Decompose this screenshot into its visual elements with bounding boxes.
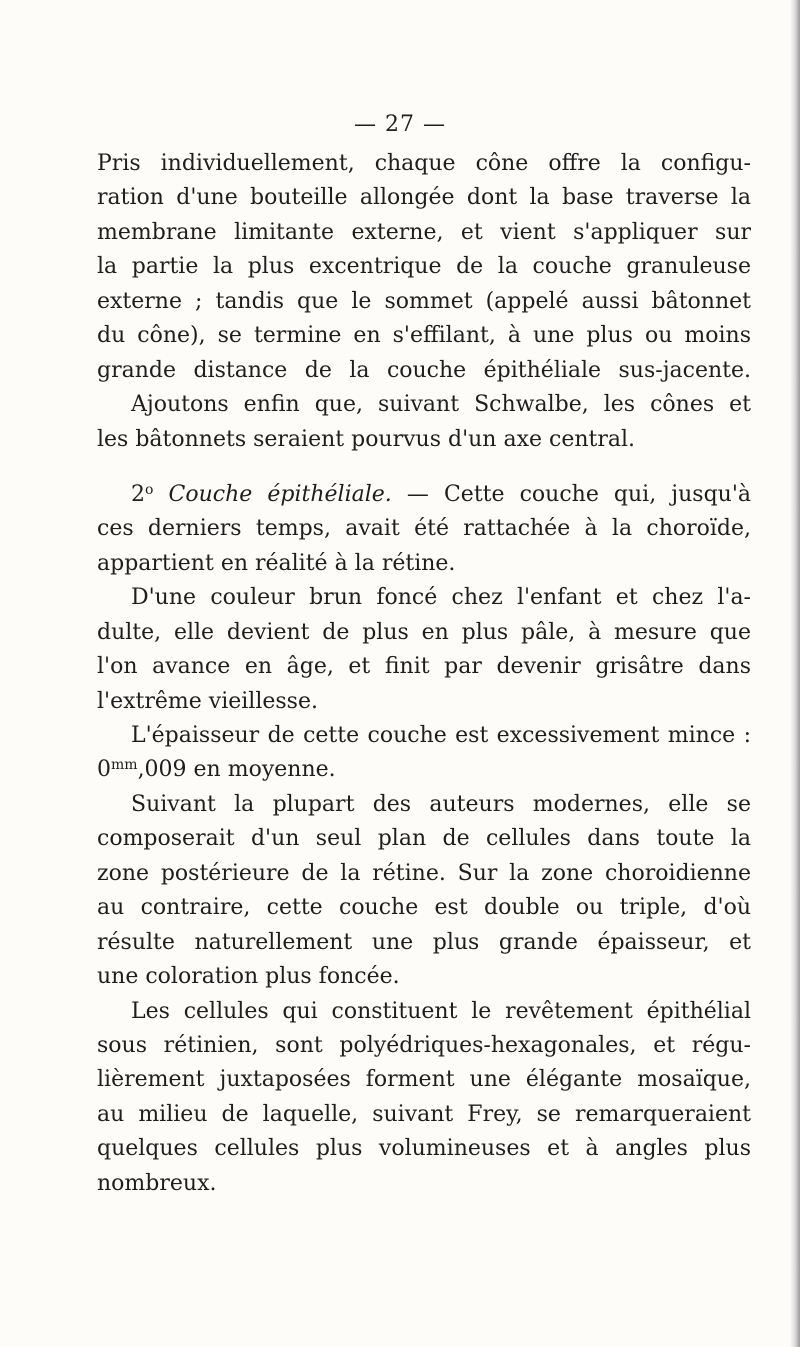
text-line: L'épaisseur de cette couche est excessivement mince : xyxy=(131,723,751,748)
page-edge-shadow xyxy=(790,0,800,1347)
text-line: grande distance de la couche épithéliale sus-jacente. xyxy=(97,357,751,383)
text-line: Suivant la plupart des auteurs modernes, elle se xyxy=(131,791,751,817)
text-line: nombreux. xyxy=(97,1170,217,1196)
thickness-value-line: $0^{mm},009$ en moyenne. xyxy=(97,757,336,783)
section-title: Couche épithéliale. xyxy=(168,481,392,507)
text-line: composerait d'un seul plan de cellules dans toute la xyxy=(97,826,751,852)
text-line: dulte, elle devient de plus en plus pâle, à mesure que xyxy=(97,619,751,645)
text-body xyxy=(97,147,751,1201)
text-line: l'on avance en âge, et finit par devenir grisâtre dans xyxy=(97,654,751,680)
text-line: ration d'une bouteille allongée dont la base traverse la xyxy=(97,185,751,211)
text-line: Pris individuellement, chaque cône offre la configu- xyxy=(97,151,751,176)
section-first-line-rest: — Cette couche qui, jusqu'à xyxy=(406,481,751,507)
text-line: D'une couleur brun foncé chez l'enfant et chez l'a- xyxy=(131,585,751,611)
text-line: au contraire, cette couche est double ou triple, d'où xyxy=(97,895,751,921)
section-heading-line xyxy=(97,478,751,512)
text-line: du cône), se termine en s'effilant, à une plus ou moins xyxy=(97,323,751,349)
text-line: l'extrême vieillesse. xyxy=(97,688,318,714)
section-number: 2$^o$ xyxy=(131,481,154,507)
text-line: Ajoutons enfin que, suivant Schwalbe, les cônes et xyxy=(131,392,751,418)
text-line: une coloration plus foncée. xyxy=(97,964,400,990)
text-line: résulte naturellement une plus grande épaisseur, et xyxy=(97,929,751,955)
text-line: sous rétinien, sont polyédriques-hexagonales, et régu- xyxy=(97,1032,751,1058)
text-line: au milieu de laquelle, suivant Frey, se remarqueraient xyxy=(97,1101,751,1127)
text-line: ces derniers temps, avait été rattachée à la choroïde, xyxy=(97,516,751,542)
text-line: Les cellules qui constituent le revêtement épithélial xyxy=(131,998,751,1024)
text-line: zone postérieure de la rétine. Sur la zone choroidienne xyxy=(97,860,751,886)
text-line: membrane limitante externe, et vient s'appliquer sur xyxy=(97,219,751,245)
text-line: externe ; tandis que le sommet (appelé aussi bâtonnet xyxy=(97,288,751,314)
text-line: lièrement juxtaposées forment une élégante mosaïque, xyxy=(97,1067,751,1093)
text-line: la partie la plus excentrique de la couche granuleuse xyxy=(97,254,751,280)
section-spacer xyxy=(97,457,751,478)
page-number: — 27 — xyxy=(354,112,446,137)
text-line: appartient en réalité à la rétine. xyxy=(97,550,456,576)
text-line: les bâtonnets seraient pourvus d'un axe central. xyxy=(97,426,636,452)
text-line: quelques cellules plus volumineuses et à angles plus xyxy=(97,1136,751,1162)
